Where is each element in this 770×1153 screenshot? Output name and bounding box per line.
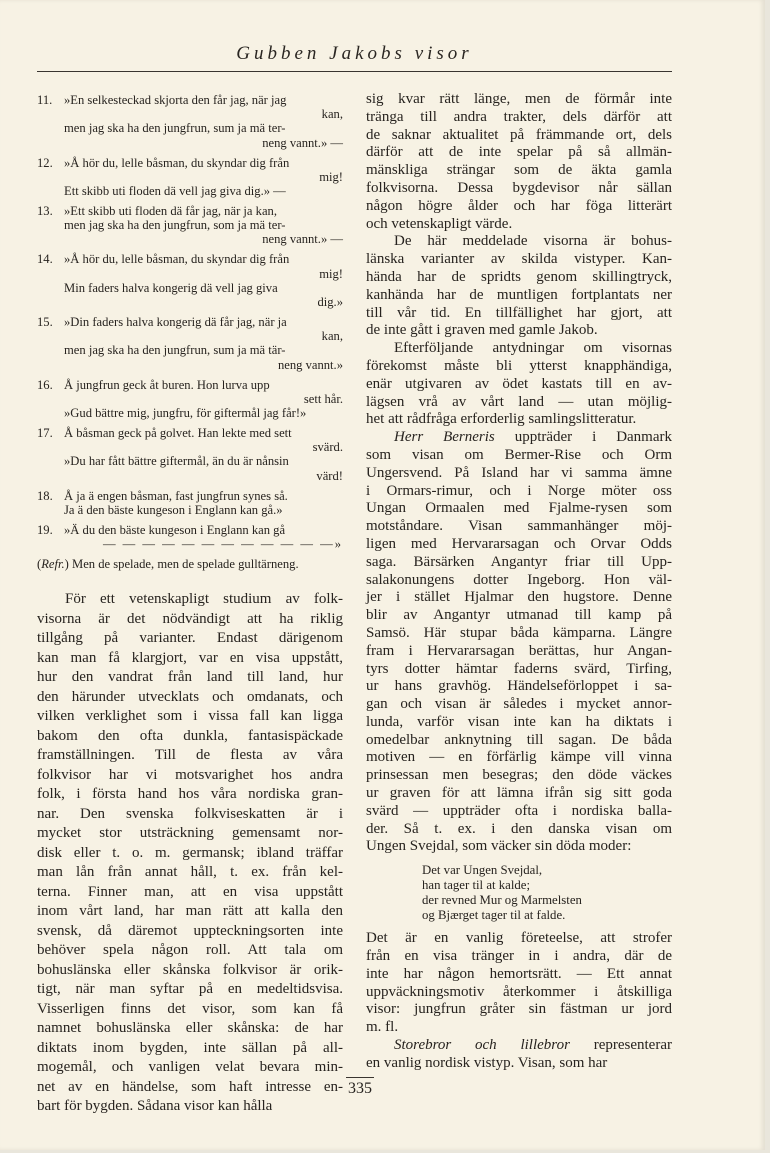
verse-line: neng vannt.» — [262,232,343,247]
text-line: till vår tid. En tillfällighet har gjort, att [366,304,672,321]
header-rule [37,71,672,72]
text-line: från en visa tränger in i andra, där de [366,948,672,965]
paragraph [366,340,672,429]
running-header: Gubben Jakobs visor [236,43,473,64]
text-line: förekomst måste bli ytterst knapphändiga, [366,357,672,374]
verse-line: »Du har fått bättre giftermål, än du är nånsin [64,454,289,469]
paragraph [366,1037,672,1073]
text-line: som visan om Bermer-Rise och Orm [366,446,672,463]
text-line: bohuslänska eller skånska folkvisor är orik- [37,961,343,978]
verse-line: dig.» [317,295,343,310]
text-line: ur hans gravhög. Händelseförloppet i sa- [366,678,672,695]
text-line: mycket stor utsträckning gemensamt nor- [37,825,343,841]
text-line: motståndare. Visan sammanhänger möj- [366,518,672,535]
left-column-prose [37,590,343,1117]
text-line: blir av Angantyr utmanad till kamp på [366,607,672,624]
verse-item [37,489,343,517]
text-line: Efterföljande antydningar om visornas [394,340,672,357]
danish-stanza-quote [422,863,672,923]
verse-line: »Å hör du, lelle båsman, du skyndar dig från [64,155,290,170]
text-line: inom vårt land, har man rätt att kalla den [37,903,343,919]
text-line: prinsessan men besegras; den döde väckes [366,767,672,784]
text-line: mogemål, och vanligen velat bevara min- [37,1059,343,1075]
text-line: inte har någon hemortsrätt. — Ett annat [366,965,672,982]
text-line: net av en händelse, som haft intresse en- [37,1078,343,1095]
verse-number: 15. [37,315,53,330]
text-line: den härunder utvecklats och omdanats, och [37,688,343,705]
verse-line: Min faders halva kongerig dä vell jag giva [64,280,278,295]
text-fragment: representerar [569,1037,672,1054]
text-line: visorna är det nödvändigt att ha riklig [37,610,343,627]
verse-number: 19. [37,522,53,537]
right-column-prose [366,91,672,1073]
text-line [366,429,672,447]
text-line: Ungersvend. På Island har vi samma ämne [366,464,672,481]
page-number: 335 [348,1080,372,1097]
text-line: gan och visan är således i mycket annor- [366,696,672,713]
text-line: någon högre ålder och har föga litterärt [366,197,672,214]
refrain-text: Men de spelade, men de spelade gulltärneng. [68,557,299,572]
text-line: nar. Den svenska folkviseskatten är i [37,805,343,822]
text-line: folk, i första hand hos våra nordiska gran- [37,786,343,802]
text-line: ur graven för att lämna ifrån sig sitt goda [366,785,672,802]
verse-number: 13. [37,204,53,219]
verse-line: »Ä du den bäste kungeson i Englann kan gå [64,522,286,537]
page-number-rule [346,1077,374,1078]
verse-line: Ett skibb uti floden dä vell jag giva dig.» — [64,184,286,199]
stanza-line: Det var Ungen Svejdal, [422,863,543,878]
verse-item [37,426,343,483]
verse-line: värd! [316,468,343,483]
text-line: der. Så t. ex. i den danska visan om [366,820,672,837]
text-line: bakom den ofta dunkla, fantasispäckade [37,727,343,744]
verse-number: 18. [37,488,53,503]
verse-line: »Din faders halva kongerig dä får jag, när ja [64,315,287,330]
text-line: De här meddelade visorna är bohus- [394,233,672,250]
verse-line: mig! [319,266,343,281]
text-line: i Ormars-rimur, och i Norge möter oss [366,482,672,499]
verse-line: — — — — — — — — — — — —» [102,537,343,552]
verse-line: men jag ska ha den jungfrun, som ja mä ter- [64,218,286,233]
text-line: tränga till andra trakter, dels därför att [366,108,672,125]
refrain-label: Refr. [41,557,65,572]
text-line: de saknar aktualitet på främmande ort, dels [366,126,672,143]
text-line: Ungan Ormaalen med Fjalme-rysen som [366,500,672,517]
text-line: mänskliga strängar som de äkta gamla [366,162,672,179]
text-line: kanhända har de muntligen fortplantats ner [366,286,672,303]
text-line: man lån från annat håll, t. ex. från kel- [37,864,343,880]
text-line: Ungen Svejdal, som väcker sin döda moder: [366,838,632,855]
text-line: enär utgivaren av ödet kastats till en av- [366,375,672,392]
text-line: Samsö. Här stupar båda kämparna. Längre [366,624,672,641]
text-line: svärd — uppträder ofta i nordiska balla- [366,802,672,819]
text-line: och vetenskapligt värde. [366,215,513,232]
verse-number: 14. [37,252,53,267]
text-line: tyrs dotter hämtar faderns svärd, Tirfing, [366,660,672,677]
text-line: terna. Finner man, att en visa uppstått [37,883,343,900]
text-line: folkvisorna. Dessa bygdevisor når sällan [366,179,672,196]
text-line: tigt, när man syftar på en medeltidsvisa. [37,981,343,997]
text-line: länska varianter av skilda vistyper. Kan- [366,251,672,268]
text-line: motiven — en förfärlig kämpe vill vinna [366,749,672,766]
paragraph [366,429,672,856]
verse-line: »Ett skibb uti floden dä får jag, när ja kan, [64,204,277,219]
verse-line: men jag ska ha den jungfrun, sum ja mä ter- [64,121,286,136]
verse-item [37,204,343,247]
paragraph [366,91,672,233]
text-line: diktats inom bygden, inte sällan på all- [37,1039,343,1056]
verse-item [37,93,343,150]
text-line: namnet bohuslänska eller skånska: de har [37,1020,343,1036]
text-line: disk eller t. o. m. germansk; ibland träffar [37,844,343,861]
text-line: het att rådfråga erforderlig samlingslitteratur. [366,411,637,428]
verse-line: kan, [321,107,343,122]
verse-line: »Gud bättre mig, jungfru, för giftermål jag får!» [64,406,307,421]
verse-line: Å ja ä engen båsman, fast jungfrun synes så. [64,488,288,503]
verse-number: 17. [37,426,53,441]
verse-line: svärd. [312,440,343,455]
verse-line: kan, [321,329,343,344]
verse-line: neng vannt.» [277,357,343,372]
text-line: Det är en vanlig företeelse, att strofer [366,930,672,947]
verse-number: 11. [37,93,53,107]
song-title: Storebror och lillebror [394,1037,570,1054]
verse-line: Å jungfrun geck åt buren. Hon lurva upp [64,377,270,392]
text-line: För ett vetenskapligt studium av folk- [65,591,343,607]
text-line: hur den vandrat från land till land, hur [37,669,343,685]
text-line: lägsen vrå av vårt land — utan möjlig- [366,393,672,410]
verse-item [37,315,343,372]
text-line: svensk, då däremot uppteckningsorten inte [37,922,343,939]
text-line [366,1037,672,1055]
text-line: en vanlig nordisk vistyp. Visan, som har [366,1054,608,1071]
verse-item [37,156,343,199]
verse-line: men jag ska ha den jungfrun, sum ja mä tär- [64,343,286,358]
refrain-line: (Refr.) Men de spelade, men de spelade gulltärneng. [37,557,299,572]
text-line: ligen med Hervararsagan och Orvar Odds [366,535,672,552]
verse-line: neng vannt.» — [262,135,343,150]
verse-number: 12. [37,155,53,170]
paragraph [366,930,672,1037]
text-line: salakonungens dotter Ingeborg. Hon väl- [366,571,672,588]
text-line: saga. Bärsärken Angantyr friar till Upp- [366,553,672,570]
text-line: framställningen. Till de flesta av våra [37,747,343,763]
text-line: Visserligen finns det visor, som kan få [37,1000,343,1017]
verse-item [37,523,343,551]
text-line: visor: jungfrun gråter sin fästman ur jord [366,1001,672,1018]
text-line: fram i Hervararsagan berättas, hur Angan- [366,642,672,659]
text-line: de inte gått i graven med gamle Jakob. [366,322,598,339]
text-line: folkvisor har vi motsvarighet hos andra [37,766,343,783]
paragraph [366,233,672,340]
verse-line: Ja ä den bäste kungeson i Englann kan gå.» [64,502,283,517]
stanza-line: og Bjærget tager til at falde. [422,908,566,923]
stanza-line: der revned Mur og Marmelsten [422,893,582,908]
verse-item [37,252,343,309]
text-line: sig kvar rätt länge, men de förmår inte [366,91,672,107]
verse-line: mig! [319,169,343,184]
text-fragment: uppträder i Danmark [494,429,673,446]
verse-number: 16. [37,377,53,392]
song-title: Herr Berneris [394,429,495,446]
text-line: hända har de spridts genom skillingtryck, [366,268,672,285]
paragraph [37,590,343,1117]
verse-item [37,378,343,421]
text-line: uppväckningsmotiv återkommer i åtskilliga [366,983,672,1000]
text-line: behöver spela någon roll. Att tala om [37,942,343,958]
text-line: bart för bygden. Sådana visor kan hålla [37,1098,273,1114]
text-line: omedelbar anknytning till sagan. De båda [366,731,672,748]
text-line: vilken verklighet som i vissa fall kan ligga [37,708,343,724]
stanza-line: han tager til at kalde; [422,878,531,893]
text-line: kan man få klargjort, var en visa uppstått, [37,649,343,666]
verse-list [37,93,343,571]
text-line: därför att de inte spelar på så allmän- [366,144,672,161]
verse-line: Å båsman geck på golvet. Han lekte med sett [64,426,292,441]
verse-line: »En selkesteckad skjorta den får jag, när jag [64,93,287,107]
verse-line: »Å hör du, lelle båsman, du skyndar dig från [64,252,290,267]
text-line: tillgång på varianter. Endast därigenom [37,630,343,646]
text-line: jer i stället Hjalmar den hugstore. Denne [366,589,672,606]
text-line: lunda, varför visan inte kan ha diktats i [366,713,672,730]
verse-line: sett hår. [303,391,343,406]
text-line: m. fl. [366,1019,399,1036]
